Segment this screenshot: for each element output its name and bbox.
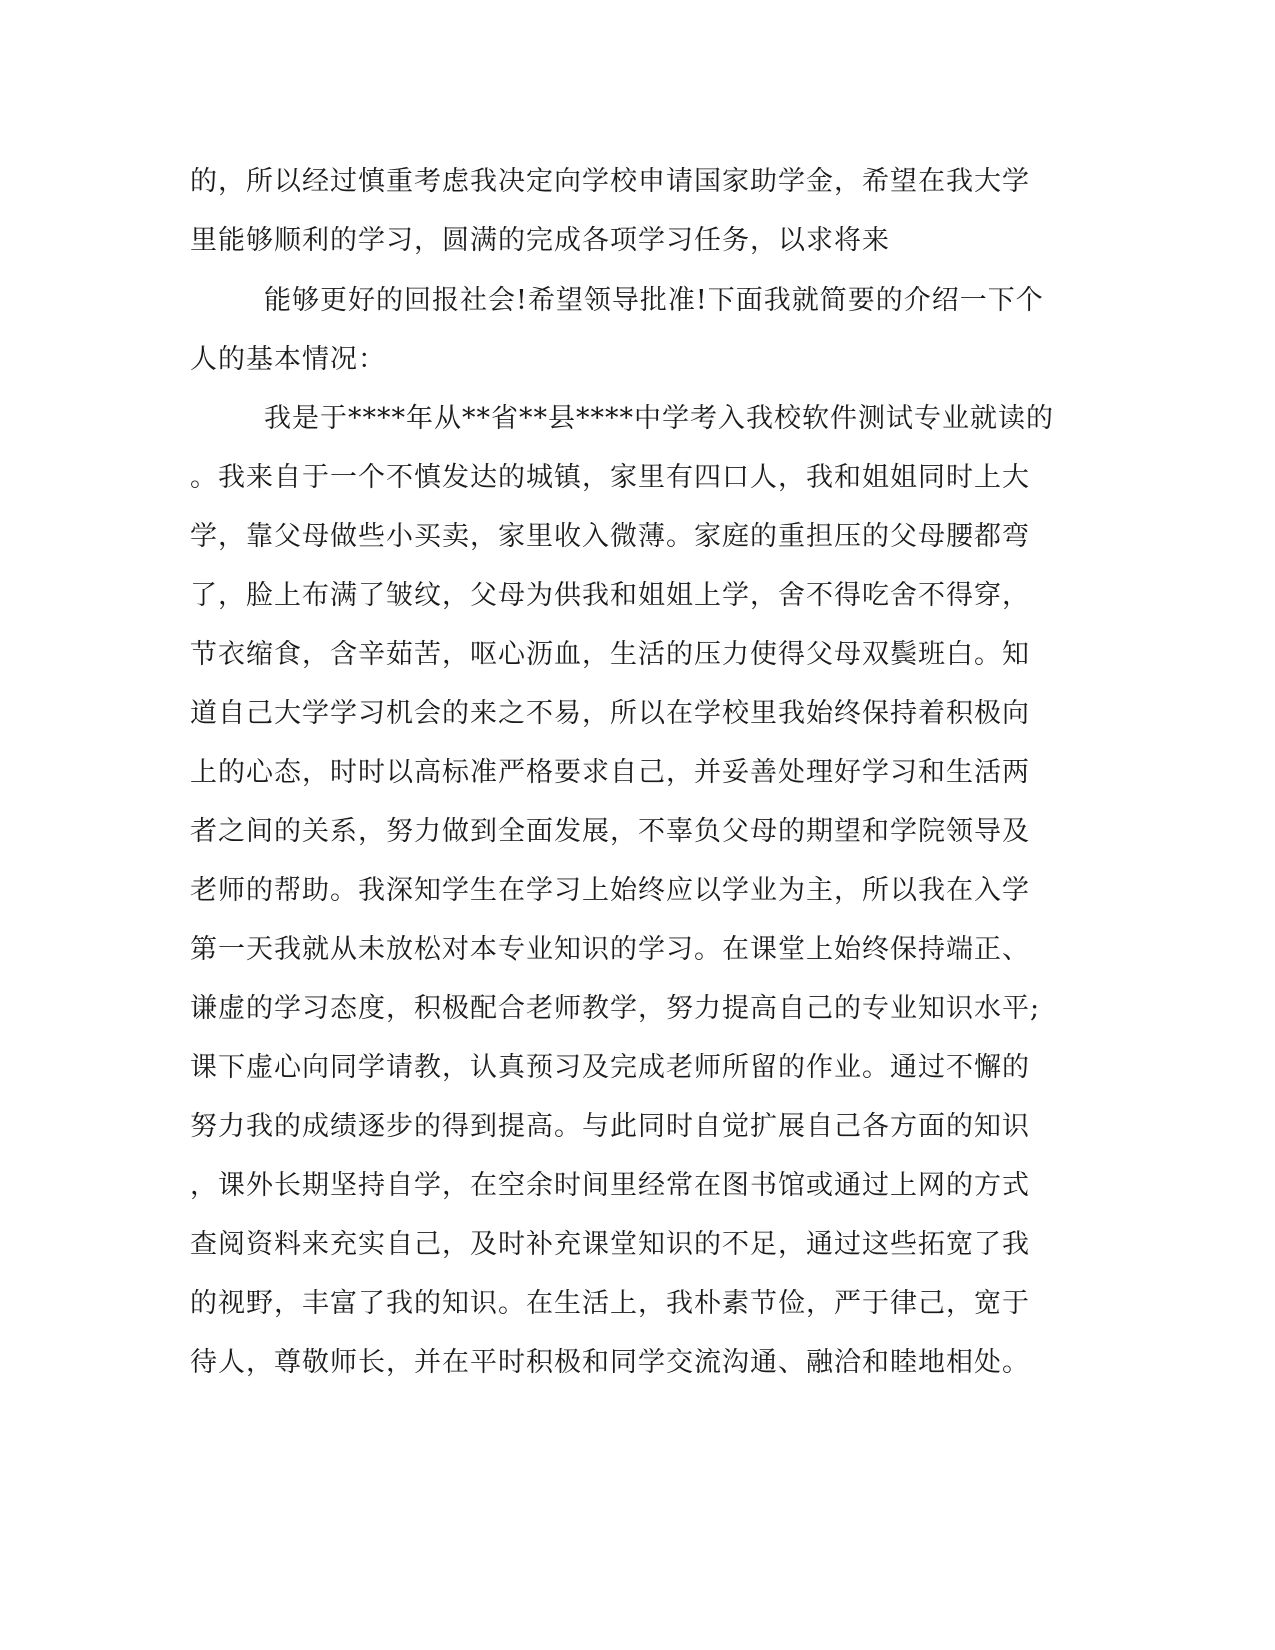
- text-line: 道自己大学学习机会的来之不易，所以在学校里我始终保持着积极向: [190, 698, 1030, 729]
- text-line: 的，所以经过慎重考虑我决定向学校申请国家助学金，希望在我大学: [190, 166, 1030, 197]
- text-line: 了，脸上布满了皱纹，父母为供我和姐姐上学，舍不得吃舍不得穿，: [190, 580, 1030, 611]
- paragraph-start-line: 我是于****年从**省**县****中学考入我校软件测试专业就读的: [264, 403, 1054, 434]
- text-line: 者之间的关系，努力做到全面发展，不辜负父母的期望和学院领导及: [190, 816, 1030, 847]
- text-line: 努力我的成绩逐步的得到提高。与此同时自觉扩展自己各方面的知识: [190, 1111, 1030, 1142]
- text-line: 课下虚心向同学请教，认真预习及完成老师所留的作业。通过不懈的: [190, 1052, 1030, 1083]
- text-line: 学，靠父母做些小买卖，家里收入微薄。家庭的重担压的父母腰都弯: [190, 521, 1030, 552]
- text-line: 第一天我就从未放松对本专业知识的学习。在课堂上始终保持端正、: [190, 934, 1030, 965]
- paragraph-start-line: 能够更好的回报社会!希望领导批准!下面我就简要的介绍一下个: [264, 285, 1044, 316]
- text-line: 老师的帮助。我深知学生在学习上始终应以学业为主，所以我在入学: [190, 875, 1030, 906]
- text-line: 里能够顺利的学习，圆满的完成各项学习任务，以求将来: [190, 225, 890, 256]
- text-line: 。我来自于一个不慎发达的城镇，家里有四口人，我和姐姐同时上大: [190, 462, 1030, 493]
- text-line: ，课外长期坚持自学，在空余时间里经常在图书馆或通过上网的方式: [190, 1170, 1030, 1201]
- text-line: 节衣缩食，含辛茹苦，呕心沥血，生活的压力使得父母双鬓班白。知: [190, 639, 1030, 670]
- text-line: 人的基本情况：: [190, 344, 386, 375]
- text-line: 谦虚的学习态度，积极配合老师教学，努力提高自己的专业知识水平;: [190, 993, 1041, 1024]
- text-line: 待人，尊敬师长，并在平时积极和同学交流沟通、融洽和睦地相处。: [190, 1347, 1030, 1378]
- text-line: 的视野，丰富了我的知识。在生活上，我朴素节俭，严于律己，宽于: [190, 1288, 1030, 1319]
- text-line: 上的心态，时时以高标准严格要求自己，并妥善处理好学习和生活两: [190, 757, 1030, 788]
- text-line: 查阅资料来充实自己，及时补充课堂知识的不足，通过这些拓宽了我: [190, 1229, 1030, 1260]
